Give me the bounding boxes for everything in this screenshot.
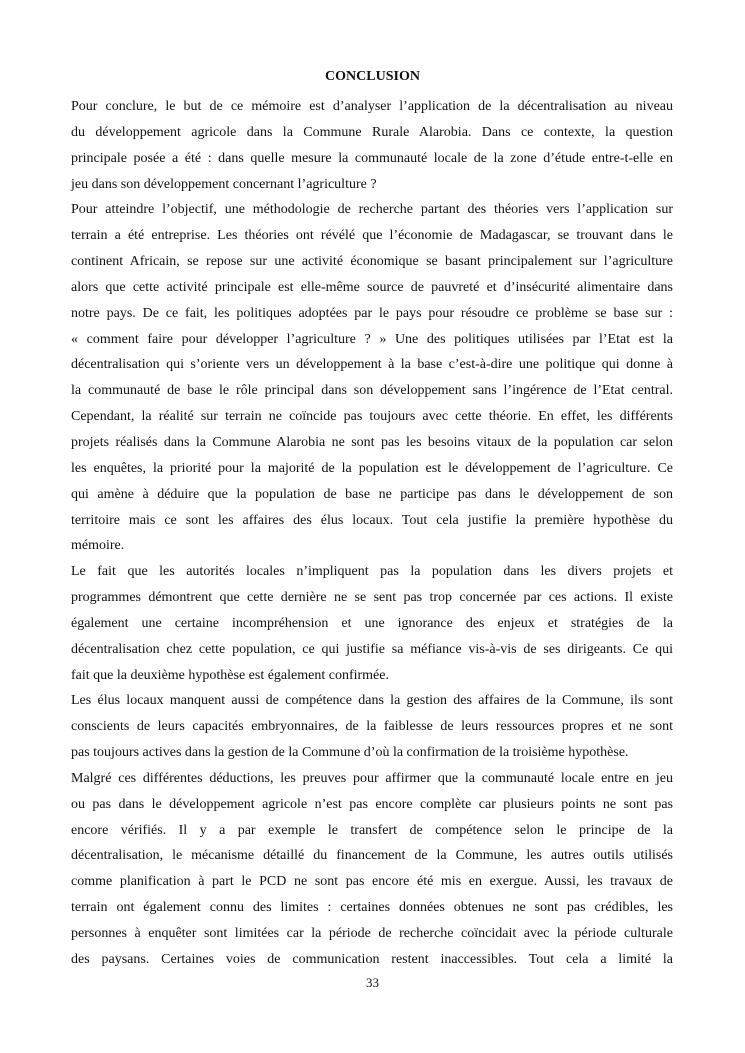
paragraph (71, 766, 673, 973)
text-line: « comment faire pour développer l’agriculture ? » Une des politiques utilisées par l’Etat est la (71, 331, 673, 347)
text-line: la communauté de base le rôle principal dans son développement sans l’ingérence de l’Etat central. (71, 383, 673, 399)
text-line: terrain a été entreprise. Les théories ont révélé que l’économie de Madagascar, se trouvant dans le (71, 228, 673, 244)
text-line: également une certaine incompréhension et une ignorance des enjeux et stratégies de la (71, 615, 673, 631)
text-line: pas toujours actives dans la gestion de la Commune d’où la confirmation de la troisième hypothèse. (71, 745, 629, 761)
text-line: continent Africain, se repose sur une activité économique se basant principalement sur l’agriculture (71, 254, 673, 270)
paragraph (71, 559, 673, 688)
text-line: décentralisation qui s’oriente vers un développement à la base c’est-à-dire une politique qui donne à (71, 357, 673, 373)
text-line: fait que la deuxième hypothèse est également confirmée. (71, 667, 389, 683)
text-line: terrain ont également connu des limites : certaines données obtenues ne sont pas crédibles, les (71, 900, 673, 916)
text-line: mémoire. (71, 538, 125, 554)
text-line: Le fait que les autorités locales n’impliquent pas la population dans les divers projets et (71, 564, 673, 580)
paragraph (71, 94, 673, 197)
text-line: du développement agricole dans la Commune Rurale Alarobia. Dans ce contexte, la question (71, 124, 673, 140)
text-line: programmes démontrent que cette dernière ne se sent pas trop concernée par ces actions. Il existe (71, 590, 673, 606)
paragraph (71, 688, 673, 766)
page-title (0, 69, 745, 85)
text-line: projets réalisés dans la Commune Alarobia ne sont pas les besoins vitaux de la population car selon (71, 434, 673, 450)
text-line: décentralisation chez cette population, ce qui justifie sa méfiance vis-à-vis de ses dirigeants. Ce qui (71, 641, 673, 657)
text-line: les enquêtes, la priorité pour la majorité de la population est le développement de l’agriculture. Ce (71, 460, 673, 476)
text-line: alors que cette activité principale est elle-même source de pauvreté et d’insécurité alimentaire dans (71, 279, 673, 295)
text-line: Cependant, la réalité sur terrain ne coïncide pas toujours avec cette théorie. En effet, les différents (71, 409, 673, 425)
text-line: conscients de leurs capacités embryonnaires, de la faiblesse de leurs ressources propres et ne sont (71, 719, 673, 735)
page-number: 33 (366, 975, 379, 990)
text-line: Pour atteindre l’objectif, une méthodologie de recherche partant des théories vers l’application sur (71, 202, 673, 218)
text-line: notre pays. De ce fait, les politiques adoptées par le pays pour résoudre ce problème se base sur : (71, 305, 673, 321)
title-text: CONCLUSION (325, 69, 420, 84)
text-line: encore vérifiés. Il y a par exemple le transfert de compétence selon le principe de la (71, 822, 673, 838)
text-line: territoire mais ce sont les affaires des élus locaux. Tout cela justifie la première hypothèse du (71, 512, 673, 528)
text-line: décentralisation, le mécanisme détaillé du financement de la Commune, les autres outils utilisés (71, 848, 673, 864)
text-line: principale posée a été : dans quelle mesure la communauté locale de la zone d’étude entre-t-elle en (71, 150, 673, 166)
text-line: jeu dans son développement concernant l’agriculture ? (71, 176, 377, 192)
paragraph (71, 197, 673, 559)
document-body (71, 94, 673, 973)
text-line: personnes à enquêter sont limitées car la période de recherche coïncidait avec la période culturale (71, 926, 673, 941)
text-line: Pour conclure, le but de ce mémoire est d’analyser l’application de la décentralisation au niveau (71, 99, 673, 114)
text-line: ou pas dans le développement agricole n’est pas encore complète car plusieurs points ne sont pas (71, 796, 673, 812)
text-line: qui amène à déduire que la population de base ne participe pas dans le développement de son (71, 486, 673, 502)
text-line: Les élus locaux manquent aussi de compétence dans la gestion des affaires de la Commune, ils sont (71, 693, 673, 709)
text-line: comme planification à part le PCD ne sont pas encore été mis en exergue. Aussi, les travaux de (71, 874, 673, 890)
text-line: des paysans. Certaines voies de communication restent inaccessibles. Tout cela a limité la (71, 951, 673, 967)
text-line: Malgré ces différentes déductions, les preuves pour affirmer que la communauté locale entre en jeu (71, 770, 673, 786)
